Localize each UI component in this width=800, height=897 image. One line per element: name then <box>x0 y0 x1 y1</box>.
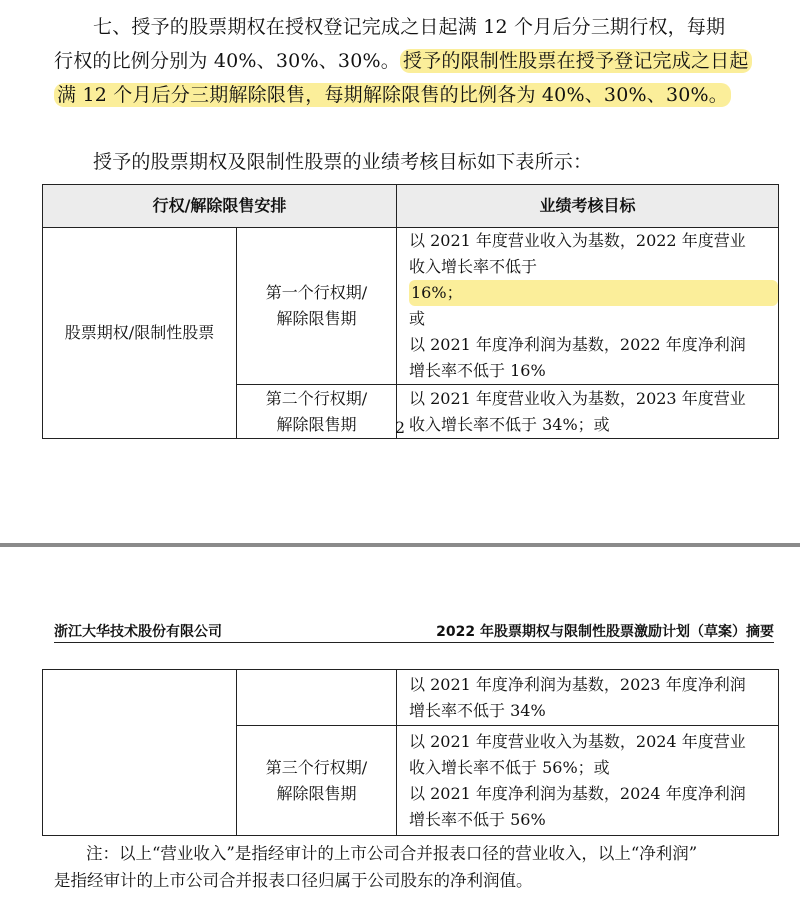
row-group-label-continued <box>43 670 237 836</box>
period-1-target-line-2-pre: 收入增长率不低于 <box>409 257 538 276</box>
table-intro-paragraph <box>54 145 774 179</box>
clause-7-line-2 <box>54 44 774 78</box>
period-1-cell <box>237 228 397 385</box>
period-2-target-cell-continued <box>397 670 779 726</box>
table-row <box>43 670 779 726</box>
table-row <box>43 228 779 385</box>
period-1-target-line-2 <box>409 254 778 332</box>
period-1-target-line-3: 以 2021 年度净利润为基数，2022 年度净利润 <box>409 335 746 354</box>
performance-target-table-continued <box>42 669 779 836</box>
footnote-line-2: 是指经审计的上市公司合并报表口径归属于公司股东的净利润值。 <box>54 871 533 890</box>
clause-7-line-3 <box>54 78 774 112</box>
clause-7-line-1: 七、授予的股票期权在授权登记完成之日起满 12 个月后分三期行权，每期 <box>93 16 726 38</box>
period-3-target-line-4: 增长率不低于 56% <box>409 809 546 829</box>
period-1-target-line-4: 增长率不低于 16% <box>409 361 546 380</box>
running-header <box>54 619 774 643</box>
header-target: 业绩考核目标 <box>397 185 779 228</box>
page-number: 2 <box>394 418 406 437</box>
period-1-line-1: 第一个行权期/ <box>265 283 368 302</box>
period-3-target-cell <box>397 726 779 836</box>
period-1-target-cell <box>397 228 779 385</box>
highlighted-text: 授予的限制性股票在授予登记完成之日起 <box>400 49 752 73</box>
period-1-target-line-1: 以 2021 年度营业收入为基数，2022 年度营业 <box>409 231 746 250</box>
period-3-line-2: 解除限售期 <box>276 783 357 803</box>
period-2-target-line-2: 收入增长率不低于 34%；或 <box>409 414 610 434</box>
row-group-label: 股票期权/限制性股票 <box>43 228 237 439</box>
period-3-cell <box>237 726 397 836</box>
clause-7-paragraph <box>54 10 774 112</box>
header-company-name: 浙江大华技术股份有限公司 <box>54 624 222 640</box>
period-2-target-line-1: 以 2021 年度营业收入为基数，2023 年度营业 <box>409 388 746 408</box>
table-intro-text: 授予的股票期权及限制性股票的业绩考核目标如下表所示： <box>93 151 593 173</box>
performance-target-table <box>42 184 779 439</box>
period-3-target-line-2: 收入增长率不低于 56%；或 <box>409 757 610 777</box>
period-2-target-line-3: 以 2021 年度净利润为基数，2023 年度净利润 <box>409 674 746 694</box>
period-3-target-line-3: 以 2021 年度净利润为基数，2024 年度净利润 <box>409 783 746 803</box>
period-2-line-1: 第二个行权期/ <box>265 388 368 408</box>
period-3-line-1: 第三个行权期/ <box>265 757 368 777</box>
header-document-title: 2022 年股票期权与限制性股票激励计划（草案）摘要 <box>436 624 774 640</box>
highlighted-text: 满 12 个月后分三期解除限售，每期解除限售的比例各为 40%、30%、30%。 <box>54 83 731 107</box>
footnote-line-1: 注：以上“营业收入”是指经审计的上市公司合并报表口径的营业收入，以上“净利润” <box>86 844 698 863</box>
header-arrangement: 行权/解除限售安排 <box>43 185 397 228</box>
clause-7-line-2-plain: 行权的比例分别为 40%、30%、30%。 <box>54 50 400 72</box>
period-3-target-line-1: 以 2021 年度营业收入为基数，2024 年度营业 <box>409 731 746 751</box>
period-2-cell-continued <box>237 670 397 726</box>
highlighted-text: 16%； <box>409 280 778 306</box>
period-2-target-line-4: 增长率不低于 34% <box>409 700 546 720</box>
table-header-row <box>43 185 779 228</box>
period-2-line-2: 解除限售期 <box>276 414 357 434</box>
period-1-line-2: 解除限售期 <box>276 309 357 328</box>
table-footnote <box>54 840 784 894</box>
period-1-target-line-2-post: 或 <box>409 309 426 328</box>
